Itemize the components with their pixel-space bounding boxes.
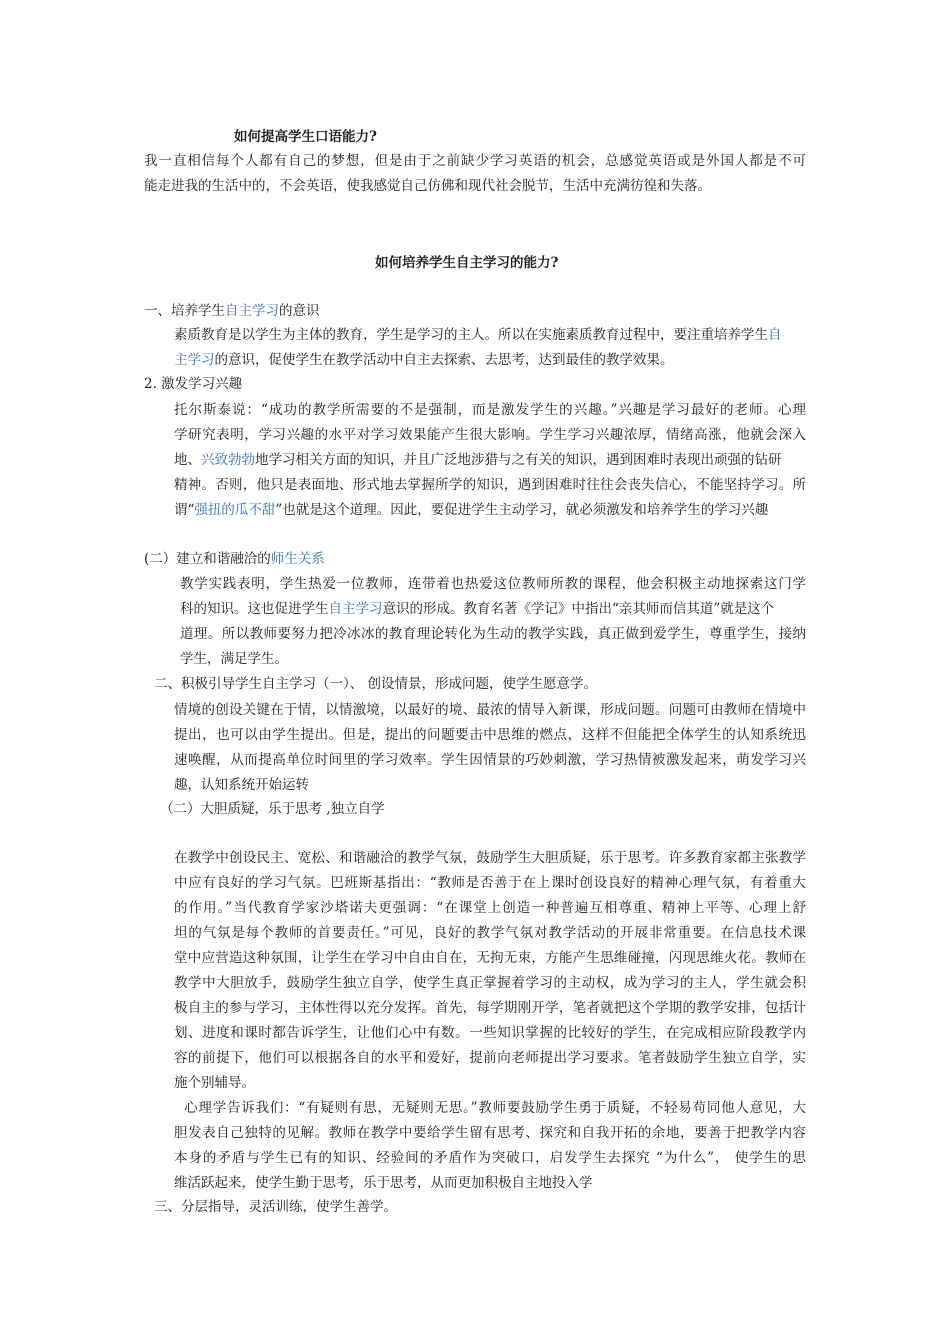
- para-5-line-10: 施个别辅导。: [174, 1075, 255, 1091]
- para-1-text-1: 素质教育是以学生为主体的教育，学生是学习的主人。所以在实施素质教育过程中，要注重培养学生: [174, 327, 768, 343]
- para-4-line-3: 速唤醒，从而提高单位时间里的学习效率。学生因情景的巧妙刺激，学习热情被激发起来，萌发学习兴: [174, 752, 806, 768]
- para-5-line-9: 容的前提下，他们可以根据各自的水平和爱好，提前向老师提出学习要求。笔者鼓励学生独立自学，实: [174, 1050, 806, 1066]
- para-4-line-1: 情境的创设关键在于情，以情激境，以最好的境、最浓的情导入新课，形成问题。问题可由教师在情境中: [174, 702, 806, 718]
- link-forced-melon[interactable]: 强扭的瓜不甜: [194, 502, 276, 518]
- para-2-text-3b: 地学习相关方面的知识，并且广泛地涉猎与之有关的知识，遇到困难时表现出顽强的钻研: [255, 452, 782, 468]
- para-5-line-4: 坦的气氛是每个教师的首要责任。”可见，良好的教学气氛对教学活动的开展非常重要。在信息技术课: [174, 925, 806, 941]
- section-1-prefix: 一、培养学生: [144, 303, 225, 319]
- link-self-learning-2[interactable]: 自主学习: [328, 601, 383, 617]
- section-3-prefix: (二）建立和谐融洽的: [144, 551, 271, 567]
- para-3-line-2: [180, 597, 774, 621]
- para-6-line-2: 胆发表自己独特的见解。教师在教学中要给学生留有思考、探究和自我开拓的余地，要善于把教学内容: [174, 1125, 806, 1141]
- heading-self-learning: 如何培养学生自主学习的能力?: [375, 255, 559, 271]
- para-2-text-5a: 谓“: [174, 502, 195, 518]
- para-3-line-4: 学生，满足学生。: [180, 651, 288, 667]
- para-1-line-1: [174, 323, 782, 347]
- para-5-line-5: 堂中应营造这种氛围，让学生在学习中自由自在，无拘无束，方能产生思维碰撞，闪现思维火花。教师在: [174, 950, 806, 966]
- para-5-line-6: 教学中大胆放手，鼓励学生独立自学，使学生真正掌握着学习的主动权，成为学习的主人，学生就会积: [174, 975, 806, 991]
- para-2-line-2: 学研究表明，学习兴趣的水平对学习效果能产生很大影响。学生学习兴趣浓厚，情绪高涨，他就会深入: [174, 427, 806, 443]
- para-6-line-3: 本身的矛盾与学生已有的知识、经验间的矛盾作为突破口，启发学生去探究 “为什么”， 使学生的思: [174, 1150, 806, 1166]
- intro-line-2: 能走进我的生活中的，不会英语，使我感觉自己仿佛和现代社会脱节，生活中充满彷徨和失落。: [144, 178, 711, 194]
- para-1-text-2: 的意识，促使学生在教学活动中自主去探索、去思考，达到最佳的教学效果。: [214, 352, 674, 368]
- para-3-line-1: 教学实践表明，学生热爱一位教师，连带着也热爱这位教师所教的课程，他会积极主动地探索这门学: [180, 576, 806, 592]
- section-heading-5: （二）大胆质疑，乐于思考 ,独立自学: [160, 801, 385, 817]
- para-4-line-2: 提出，也可以由学生提出。但是，提出的问题要击中思维的燃点，这样不但能把全体学生的认知系统迅: [174, 727, 806, 743]
- link-teacher-student-relation[interactable]: 师生关系: [270, 551, 325, 567]
- para-1-line-2: [174, 348, 674, 372]
- para-2-line-5: [174, 498, 768, 522]
- link-self-learning-part-2[interactable]: 主学习: [174, 352, 215, 368]
- heading-oral-english: 如何提高学生口语能力?: [234, 129, 377, 145]
- para-6-line-1: 心理学告诉我们：“有疑则有思，无疑则无思。”教师要鼓励学生勇于质疑，不轻易苟同他人意见，大: [174, 1100, 806, 1116]
- para-5-line-1: 在教学中创设民主、宽松、和谐融洽的教学气氛，鼓励学生大胆质疑，乐于思考。许多教育家都主张教学: [174, 850, 806, 866]
- para-5-line-3: 的作用。”当代教育学家沙塔诺夫更强调：“在课堂上创造一种普遍互相尊重、精神上平等、心理上舒: [174, 900, 806, 916]
- para-3-text-2b: 意识的形成。教育名著《学记》中指出“亲其师而信其道”就是这个: [382, 601, 775, 617]
- para-3-text-2a: 科的知识。这也促进学生: [180, 601, 329, 617]
- para-5-line-2: 中应有良好的学习气氛。巴班斯基指出：“教师是否善于在上课时创设良好的精神心理气氛，有着重大: [174, 875, 806, 891]
- intro-line-1: 我一直相信每个人都有自己的梦想，但是由于之前缺少学习英语的机会，总感觉英语或是外国人都是不可: [144, 153, 806, 169]
- section-heading-4: 二、积极引导学生自主学习（一）、 创设情景，形成问题，使学生愿意学。: [154, 676, 598, 692]
- para-3-line-3: 道理。所以教师要努力把冷冰冰的教育理论转化为生动的教学实践，真正做到爱学生，尊重学生，接纳: [180, 626, 806, 642]
- section-heading-2: 2. 激发学习兴趣: [144, 376, 243, 392]
- para-2-line-4: 精神。否则，他只是表面地、形式地去掌握所学的知识，遇到困难时往往会丧失信心，不能坚持学习。所: [174, 477, 806, 493]
- section-heading-6: 三、分层指导，灵活训练，使学生善学。: [154, 1199, 397, 1215]
- section-heading-1: [144, 299, 320, 323]
- link-enthusiastic[interactable]: 兴致勃勃: [201, 452, 255, 468]
- para-2-text-5b: ”也就是这个道理。因此，要促进学生主动学习，就必须激发和培养学生的学习兴趣: [275, 502, 769, 518]
- link-self-learning[interactable]: 自主学习: [225, 303, 279, 319]
- para-2-line-3: [174, 448, 782, 472]
- para-2-text-3a: 地、: [174, 452, 201, 468]
- section-heading-3: [144, 547, 325, 571]
- link-self-learning-part-1[interactable]: 自: [768, 327, 782, 343]
- para-6-line-4: 维活跃起来，使学生勤于思考，乐于思考，从而更加积极自主地投入学: [174, 1175, 593, 1191]
- para-5-line-8: 划、进度和课时都告诉学生，让他们心中有数。一些知识掌握的比较好的学生，在完成相应阶段教学内: [174, 1025, 806, 1041]
- para-2-line-1: 托尔斯泰说：“成功的教学所需要的不是强制，而是激发学生的兴趣。”兴趣是学习最好的老师。心理: [174, 402, 806, 418]
- para-4-line-4: 趣，认知系统开始运转: [174, 777, 309, 793]
- section-1-suffix: 的意识: [279, 303, 320, 319]
- para-5-line-7: 极自主的参与学习，主体性得以充分发挥。首先，每学期刚开学，笔者就把这个学期的教学安排，包括计: [174, 1000, 806, 1016]
